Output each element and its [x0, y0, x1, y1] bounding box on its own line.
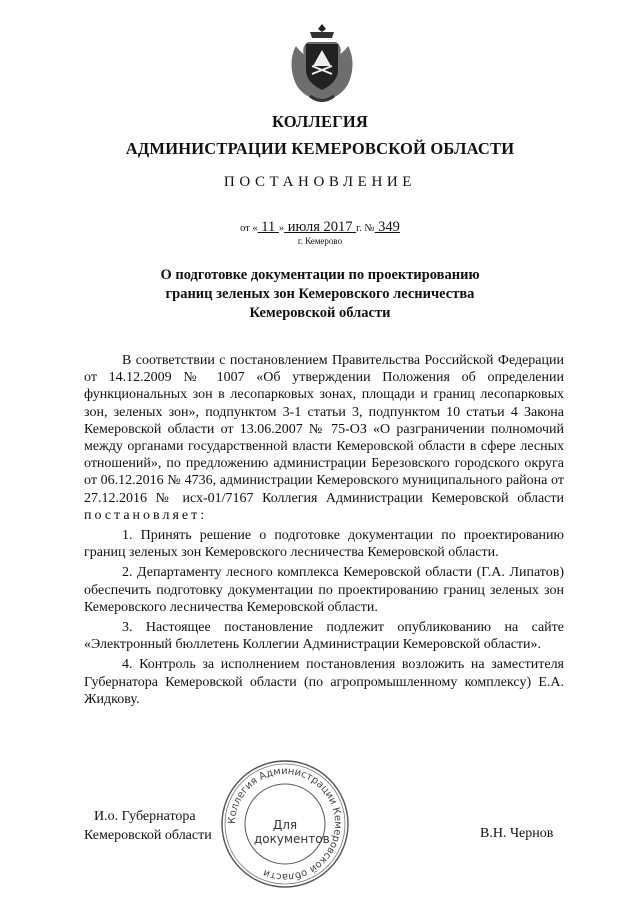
number-label: №	[364, 223, 375, 234]
date-line	[0, 219, 640, 236]
title-line2: границ зеленых зон Кемеровского лесничества	[165, 286, 475, 302]
document-type: ПОСТАНОВЛЕНИЕ	[223, 174, 417, 190]
document-title	[90, 266, 550, 323]
signer-position-line2: Кемеровской области	[84, 828, 212, 843]
year-suffix: г.	[356, 223, 362, 234]
date-prefix: от «	[240, 223, 258, 234]
stamp-center-line2: документов	[254, 832, 330, 846]
stamp-center-text	[254, 818, 330, 846]
date-mid: »	[278, 223, 285, 234]
item-3: 3. Настоящее постановление подлежит опубликованию на сайте «Электронный бюллетень Коллегии Администрации Кемеровской области».	[84, 620, 564, 653]
document-body	[84, 352, 564, 711]
item-2: 2. Департаменту лесного комплекса Кемеровской области (Г.А. Липатов) обеспечить подготовку документации по проектированию границ зеленых зон Кемеровского лесничества Кемеровской области.	[84, 565, 564, 615]
title-line3: Кемеровской области	[249, 305, 391, 321]
city: г. Кемерово	[297, 236, 343, 246]
signer-name: В.Н. Чернов	[480, 826, 554, 841]
org-name-line1: КОЛЛЕГИЯ	[271, 112, 368, 131]
date-day: 11	[257, 219, 279, 235]
item-1: 1. Принять решение о подготовке документации по проектированию границ зеленых зон Кемеровского лесничества Кемеровской области.	[84, 528, 564, 561]
stamp-center-line1: Для	[272, 818, 298, 832]
item-4: 4. Контроль за исполнением постановления возложить на заместителя Губернатора Кемеровской области (по агропромышленному комплексу) Е.А. Жидкову.	[84, 657, 564, 707]
date-month-year: июля 2017	[284, 219, 357, 235]
preamble-paragraph	[84, 352, 564, 524]
org-name-line2: АДМИНИСТРАЦИИ КЕМЕРОВСКОЙ ОБЛАСТИ	[125, 139, 515, 158]
coat-of-arms-icon	[288, 22, 356, 106]
title-line1: О подготовке документации по проектированию	[160, 267, 480, 283]
preamble-text: В соответствии с постановлением Правительства Российской Федерации от 14.12.2009 № 1007 «Об утверждении Положения об определении функциональных зон в лесопарковых зонах, площади и границ лесопарковых зон, зеленых зон», подпунктом 3-1 статьи 3, подпунктом 10 статьи 4 Закона Кемеровской области от 13.06.2007 № 75-ОЗ «О разграничении полномочий между органами государственной власти Кемеровской области в сфере лесных отношений», по предложению администрации Березовского городского округа от 06.12.2016 № 4736, администрации Кемеровского муниципального района от 27.12.2016 № исх-01/7167 Коллегия Администрации Кемеровской области	[84, 353, 564, 506]
document-number: 349	[374, 219, 400, 235]
stamp-ring-text: Коллегия Администрации Кемеровской области	[226, 765, 344, 883]
resolves-word: постановляет:	[84, 507, 208, 523]
signer-position	[84, 807, 212, 845]
signer-position-line1: И.о. Губернатора	[94, 809, 196, 824]
